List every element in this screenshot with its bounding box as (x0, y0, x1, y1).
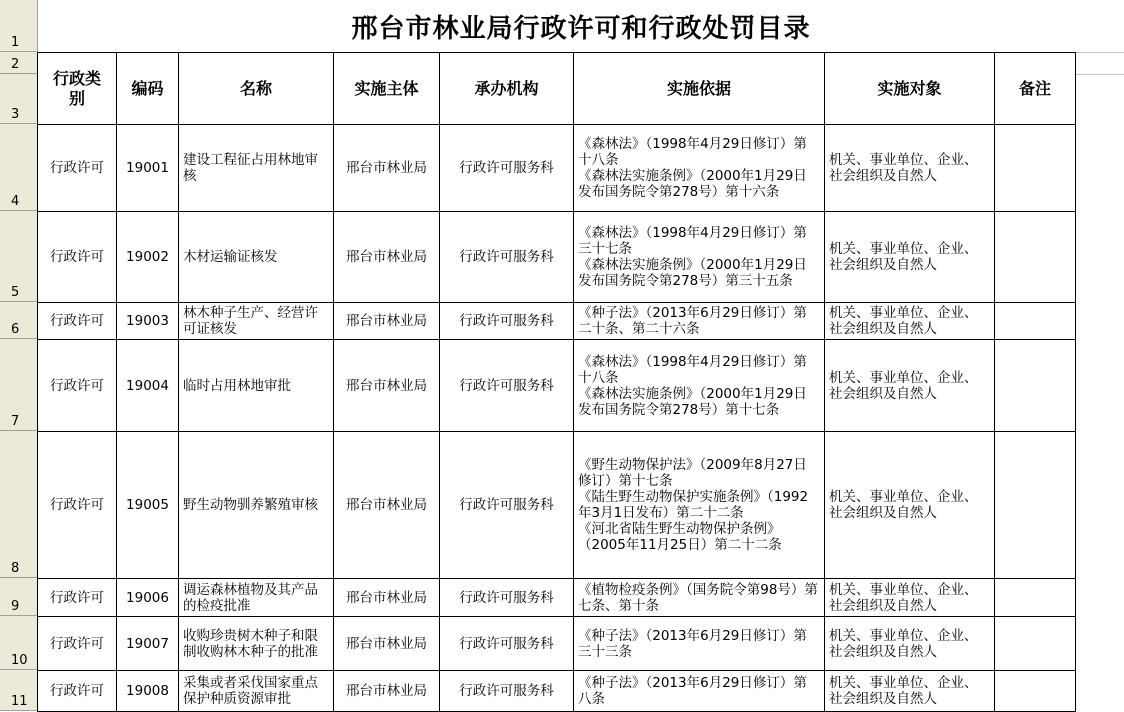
cell-name[interactable]: 临时占用林地审批 (179, 340, 334, 432)
cell-target[interactable]: 机关、事业单位、企业、社会组织及自然人 (825, 303, 995, 340)
cell-office[interactable]: 行政许可服务科 (440, 579, 574, 617)
cell-basis[interactable] (574, 579, 825, 617)
basis-line: 《野生动物保护法》（2009年8月27日修订）第十七条 (578, 457, 807, 489)
cell-category[interactable]: 行政许可 (38, 212, 117, 303)
cell-name[interactable]: 调运森林植物及其产品的检疫批准 (179, 579, 334, 617)
header-target: 实施对象 (825, 53, 995, 125)
row-number[interactable] (0, 339, 37, 431)
row-number-label: 7 (11, 414, 20, 429)
cell-category[interactable]: 行政许可 (38, 303, 117, 340)
cell-office[interactable]: 行政许可服务科 (440, 340, 574, 432)
header-remark: 备注 (995, 53, 1076, 125)
table-row (38, 303, 1076, 340)
header-code: 编码 (117, 53, 179, 125)
cell-code[interactable]: 19008 (117, 671, 179, 712)
table-row (38, 579, 1076, 617)
cell-basis[interactable] (574, 617, 825, 671)
cell-target[interactable]: 机关、事业单位、企业、社会组织及自然人 (825, 671, 995, 712)
cell-remark[interactable] (995, 125, 1076, 212)
table-row (38, 125, 1076, 212)
cell-target[interactable]: 机关、事业单位、企业、社会组织及自然人 (825, 212, 995, 303)
row-number[interactable] (0, 670, 37, 711)
row-number[interactable] (0, 578, 37, 616)
catalog-table (37, 52, 1076, 712)
page-title: 邢台市林业局行政许可和行政处罚目录 (351, 13, 811, 44)
cell-office[interactable]: 行政许可服务科 (440, 671, 574, 712)
header-name: 名称 (179, 53, 334, 125)
cell-category[interactable]: 行政许可 (38, 579, 117, 617)
cell-office[interactable]: 行政许可服务科 (440, 125, 574, 212)
cell-remark[interactable] (995, 340, 1076, 432)
row-number-label: 2 (11, 57, 20, 72)
basis-line: 《种子法》（2013年6月29日修订）第八条 (578, 675, 807, 707)
basis-line: 《森林法》（1998年4月29日修订）第十八条 (578, 353, 807, 386)
basis-line: 《森林法实施条例》（2000年1月29日发布国务院令第278号）第十七条 (578, 385, 807, 418)
row-number-label: 6 (11, 322, 20, 337)
cell-name[interactable]: 采集或者采伐国家重点保护种质资源审批 (179, 671, 334, 712)
row-number-label: 4 (11, 194, 20, 209)
row-number-label: 11 (11, 694, 28, 709)
header-office: 承办机构 (440, 53, 574, 125)
cell-name[interactable]: 林木种子生产、经营许可证核发 (179, 303, 334, 340)
cell-subject[interactable]: 邢台市林业局 (334, 579, 440, 617)
table-row (38, 340, 1076, 432)
cell-category[interactable]: 行政许可 (38, 432, 117, 579)
basis-line: 《陆生野生动物保护实施条例》（1992年3月1日发布）第二十二条 (578, 489, 809, 521)
cell-remark[interactable] (995, 303, 1076, 340)
cell-name[interactable]: 野生动物驯养繁殖审核 (179, 432, 334, 579)
header-subject: 实施主体 (334, 53, 440, 125)
cell-office[interactable]: 行政许可服务科 (440, 303, 574, 340)
table-row (38, 212, 1076, 303)
row-number[interactable] (0, 431, 37, 578)
cell-code[interactable]: 19006 (117, 579, 179, 617)
cell-code[interactable]: 19003 (117, 303, 179, 340)
cell-remark[interactable] (995, 617, 1076, 671)
gridline (1074, 74, 1124, 75)
row-number-label: 8 (11, 561, 20, 576)
cell-code[interactable]: 19002 (117, 212, 179, 303)
cell-name[interactable]: 收购珍贵树木种子和限制收购林木种子的批准 (179, 617, 334, 671)
table-row (38, 432, 1076, 579)
header-basis: 实施依据 (574, 53, 825, 125)
row-number-label: 3 (11, 107, 20, 122)
table-row (38, 671, 1076, 712)
header-row (38, 53, 1076, 125)
row-number[interactable] (0, 0, 37, 52)
row-number[interactable] (0, 74, 37, 124)
cell-target[interactable]: 机关、事业单位、企业、社会组织及自然人 (825, 617, 995, 671)
cell-category[interactable]: 行政许可 (38, 125, 117, 212)
cell-basis[interactable] (574, 432, 825, 579)
basis-line: 《森林法实施条例》（2000年1月29日发布国务院令第278号）第三十五条 (578, 257, 807, 289)
basis-line: 《森林法》（1998年4月29日修订）第三十七条 (578, 225, 807, 257)
cell-subject[interactable]: 邢台市林业局 (334, 671, 440, 712)
cell-target[interactable]: 机关、事业单位、企业、社会组织及自然人 (825, 432, 995, 579)
row-number-label: 9 (11, 599, 20, 614)
cell-category[interactable]: 行政许可 (38, 617, 117, 671)
row-number[interactable] (0, 302, 37, 339)
row-number-label: 10 (11, 653, 28, 668)
cell-office[interactable]: 行政许可服务科 (440, 212, 574, 303)
cell-code[interactable]: 19005 (117, 432, 179, 579)
cell-code[interactable]: 19004 (117, 340, 179, 432)
table-row (38, 617, 1076, 671)
row-number-label: 5 (11, 285, 20, 300)
basis-line: 《森林法实施条例》（2000年1月29日发布国务院令第278号）第十六条 (578, 168, 807, 200)
cell-code[interactable]: 19001 (117, 125, 179, 212)
cell-remark[interactable] (995, 212, 1076, 303)
row-number-label: 1 (11, 35, 20, 50)
basis-line: 《植物检疫条例》（国务院令第98号）第七条、第十条 (578, 581, 818, 614)
cell-basis[interactable] (574, 303, 825, 340)
cell-target[interactable]: 机关、事业单位、企业、社会组织及自然人 (825, 340, 995, 432)
cell-office[interactable]: 行政许可服务科 (440, 432, 574, 579)
cell-basis[interactable] (574, 212, 825, 303)
cell-office[interactable]: 行政许可服务科 (440, 617, 574, 671)
cell-category[interactable]: 行政许可 (38, 340, 117, 432)
header-category: 行政类别 (38, 53, 117, 125)
cell-basis[interactable] (574, 671, 825, 712)
cell-name[interactable]: 木材运输证核发 (179, 212, 334, 303)
cell-subject[interactable]: 邢台市林业局 (334, 340, 440, 432)
cell-target[interactable]: 机关、事业单位、企业、社会组织及自然人 (825, 125, 995, 212)
cell-subject[interactable]: 邢台市林业局 (334, 617, 440, 671)
basis-line: 《河北省陆生野生动物保护条例》（2005年11月25日）第二十二条 (578, 521, 782, 553)
cell-subject[interactable]: 邢台市林业局 (334, 303, 440, 340)
cell-subject[interactable]: 邢台市林业局 (334, 125, 440, 212)
cell-remark[interactable] (995, 579, 1076, 617)
cell-target[interactable]: 机关、事业单位、企业、社会组织及自然人 (825, 579, 995, 617)
cell-code[interactable]: 19007 (117, 617, 179, 671)
basis-line: 《种子法》（2013年6月29日修订）第二十条、第二十六条 (578, 305, 807, 337)
basis-line: 《森林法》（1998年4月29日修订）第十八条 (578, 136, 807, 168)
row-number[interactable] (0, 124, 37, 211)
row-number[interactable] (0, 211, 37, 302)
cell-basis[interactable] (574, 340, 825, 432)
row-number[interactable] (0, 52, 37, 74)
cell-basis[interactable] (574, 125, 825, 212)
cell-subject[interactable]: 邢台市林业局 (334, 432, 440, 579)
cell-name[interactable]: 建设工程征占用林地审核 (179, 125, 334, 212)
cell-category[interactable]: 行政许可 (38, 671, 117, 712)
cell-remark[interactable] (995, 432, 1076, 579)
cell-subject[interactable]: 邢台市林业局 (334, 212, 440, 303)
row-number[interactable] (0, 616, 37, 670)
basis-line: 《种子法》（2013年6月29日修订）第三十三条 (578, 627, 807, 660)
cell-remark[interactable] (995, 671, 1076, 712)
